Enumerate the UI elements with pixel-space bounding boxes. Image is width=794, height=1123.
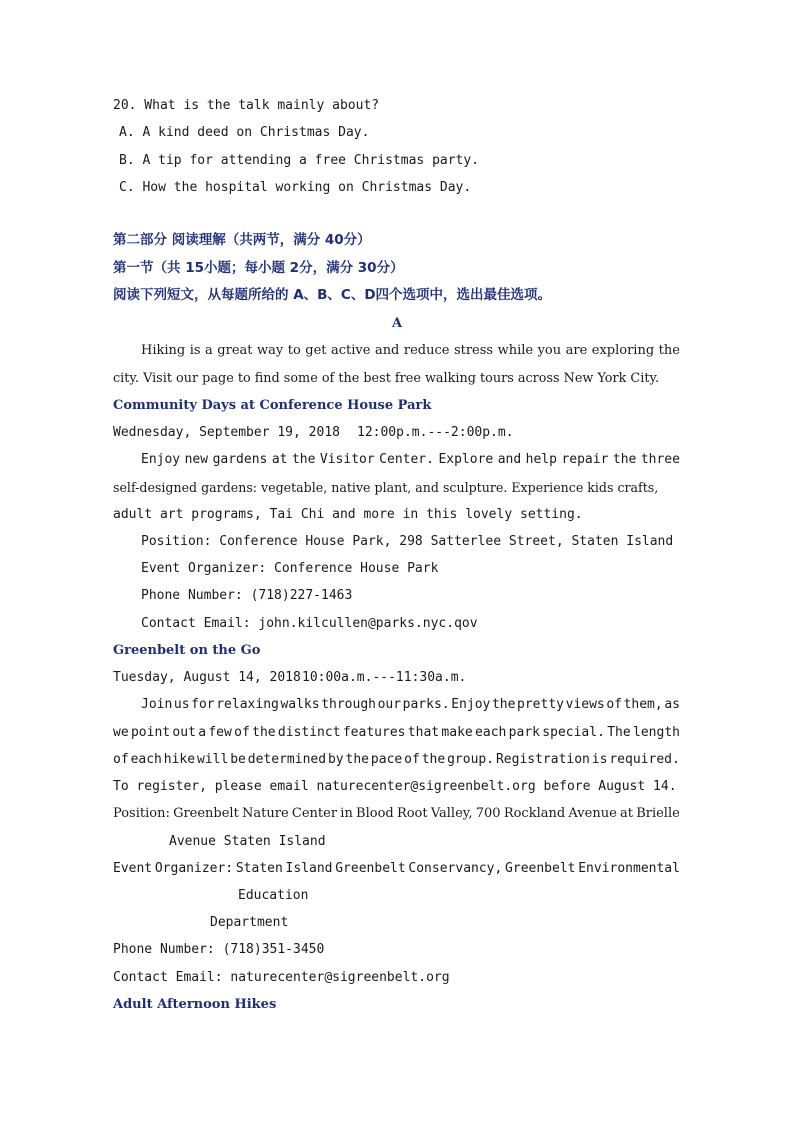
word: gardens (212, 452, 268, 467)
word: the (658, 343, 680, 358)
word: point (130, 725, 171, 740)
word: Valley, (430, 806, 473, 821)
word: Avenue (568, 806, 617, 821)
word: will (197, 752, 229, 767)
sub-heading: 第一节（共 15小题；每小题 2分，满分 30分） (113, 260, 404, 276)
event-1-email: Contact Email: john.kilcullen@parks.nyc.qov (141, 616, 478, 631)
word: Enjoy (141, 452, 181, 467)
event-1-phone: Phone Number: (718)227-1463 (141, 588, 353, 603)
word: distinct (277, 725, 341, 740)
word: stress (453, 343, 494, 358)
word: the (291, 452, 316, 467)
word: each (130, 752, 162, 767)
event-2-desc-line-4: To register, please email naturecenter@sigreenbelt.org before August 14. (113, 779, 677, 794)
event-2-desc-line-2 (113, 724, 680, 741)
event-1-desc-line-1 (141, 451, 680, 468)
word: at (619, 806, 633, 821)
event-1-title: Community Days at Conference House Park (113, 398, 432, 413)
word: reduce (403, 343, 450, 358)
question-20-stem: 20. What is the talk mainly about? (113, 98, 380, 113)
word: length (633, 725, 680, 740)
word: make (441, 725, 473, 740)
event-2-title: Greenbelt on the Go (113, 643, 261, 658)
question-20-option-b: B. A tip for attending a free Christmas party. (119, 153, 480, 168)
word: of (113, 752, 129, 767)
event-2-organizer-line-2: Education (238, 888, 309, 903)
event-2-organizer-line-3: Department (210, 915, 289, 930)
event-2-phone: Phone Number: (718)351-3450 (113, 942, 325, 957)
event-1-datetime (113, 424, 680, 441)
event-2-desc-line-3 (113, 751, 680, 768)
word: three (640, 452, 680, 467)
word: active (331, 343, 371, 358)
instructions: 阅读下列短文，从每题所给的 A、B、C、D四个选项中，选出最佳选项。 (113, 287, 552, 303)
word: parks. (402, 697, 450, 712)
word: determined (247, 752, 327, 767)
word: at (271, 452, 288, 467)
word: in (340, 806, 353, 821)
word: Hiking (141, 343, 186, 358)
word: you (537, 343, 562, 358)
word: Organizer: (154, 861, 234, 876)
word: by (327, 752, 344, 767)
word: walks (280, 697, 320, 712)
word: our (377, 697, 402, 712)
word: the (491, 697, 516, 712)
word: Greenbelt (505, 861, 576, 876)
word: pretty (517, 697, 564, 712)
word: as (664, 697, 680, 712)
word: Greenbelt (335, 861, 406, 876)
word: park (508, 725, 540, 740)
event-2-date: Tuesday, August 14, 2018 (113, 670, 301, 685)
word: be (230, 752, 246, 767)
word: Brielle (636, 806, 680, 821)
event-1-date: Wednesday, September 19, 2018 (113, 425, 340, 440)
word: special. (542, 725, 605, 740)
word: for (191, 697, 215, 712)
word: them, (623, 697, 663, 712)
word: through (321, 697, 376, 712)
event-2-organizer-line-1 (113, 860, 680, 877)
word: relaxing (216, 697, 279, 712)
word: that (407, 725, 440, 740)
word: Conservancy, (408, 861, 503, 876)
word: Rockland (503, 806, 566, 821)
word: us (173, 697, 190, 712)
intro-line-2: city. Visit our page to find some of the best free walking tours across New York City. (113, 371, 660, 386)
question-20-option-a: A. A kind deed on Christmas Day. (119, 125, 370, 140)
word: the (612, 452, 637, 467)
word: the (421, 752, 446, 767)
word: Root (396, 806, 428, 821)
event-2-time: 10:00a.m.---11:30a.m. (302, 670, 467, 685)
word: Enjoy (451, 697, 491, 712)
word: Staten (235, 861, 283, 876)
word: Event (113, 861, 153, 876)
word: Center (291, 806, 338, 821)
word: pace (370, 752, 403, 767)
word: a (205, 343, 213, 358)
word: 700 (475, 806, 501, 821)
event-1-desc-line-3: adult art programs, Tai Chi and more in this lovely setting. (113, 507, 583, 522)
word: of (234, 725, 250, 740)
word: The (607, 725, 631, 740)
word: of (404, 752, 420, 767)
event-1-desc-line-2: self-designed gardens: vegetable, native plant, and sculpture. Experience kids crafts, (113, 480, 659, 495)
part-heading: 第二部分 阅读理解（共两节，满分 40分） (113, 232, 371, 248)
word: the (252, 725, 276, 740)
question-20-option-c: C. How the hospital working on Christmas Day. (119, 180, 472, 195)
word: Greenbelt (173, 806, 239, 821)
word: required. (609, 752, 680, 767)
word: get (305, 343, 327, 358)
word: hike (163, 752, 196, 767)
word: help (525, 452, 557, 467)
event-1-position: Position: Conference House Park, 298 Satterlee Street, Staten Island (141, 534, 674, 549)
word: Registration (495, 752, 590, 767)
event-2-position-line-1 (113, 805, 680, 822)
word: features (342, 725, 406, 740)
word: of (606, 697, 622, 712)
intro-line-1 (141, 342, 680, 359)
word: Center. (379, 452, 434, 467)
word: few (208, 725, 232, 740)
word: Explore (438, 452, 494, 467)
word: new (184, 452, 209, 467)
event-3-title: Adult Afternoon Hikes (113, 997, 277, 1012)
word: and (497, 452, 522, 467)
event-2-position-line-2: Avenue Staten Island (169, 834, 326, 849)
word: out (172, 725, 196, 740)
word: exploring (591, 343, 655, 358)
word: repair (561, 452, 609, 467)
event-1-time: 12:00p.m.---2:00p.m. (357, 425, 514, 440)
event-1-organizer: Event Organizer: Conference House Park (141, 561, 439, 576)
word: Blood (356, 806, 394, 821)
word: Join (141, 697, 173, 712)
word: is (591, 752, 608, 767)
passage-letter: A (391, 316, 403, 331)
word: way (257, 343, 284, 358)
word: Position: (113, 806, 170, 821)
event-2-desc-line-1 (141, 696, 680, 713)
word: views (565, 697, 605, 712)
word: and (374, 343, 400, 358)
word: the (345, 752, 370, 767)
word: to (287, 343, 301, 358)
word: each (475, 725, 507, 740)
word: Visitor (319, 452, 375, 467)
word: while (497, 343, 534, 358)
word: Environmental (578, 861, 680, 876)
word: great (217, 343, 253, 358)
word: group. (447, 752, 495, 767)
event-2-datetime (113, 669, 680, 686)
word: is (189, 343, 201, 358)
event-2-email: Contact Email: naturecenter@sigreenbelt.org (113, 970, 450, 985)
word: we (113, 725, 129, 740)
word: Nature (242, 806, 289, 821)
word: a (198, 725, 207, 740)
word: are (565, 343, 588, 358)
word: Island (285, 861, 333, 876)
